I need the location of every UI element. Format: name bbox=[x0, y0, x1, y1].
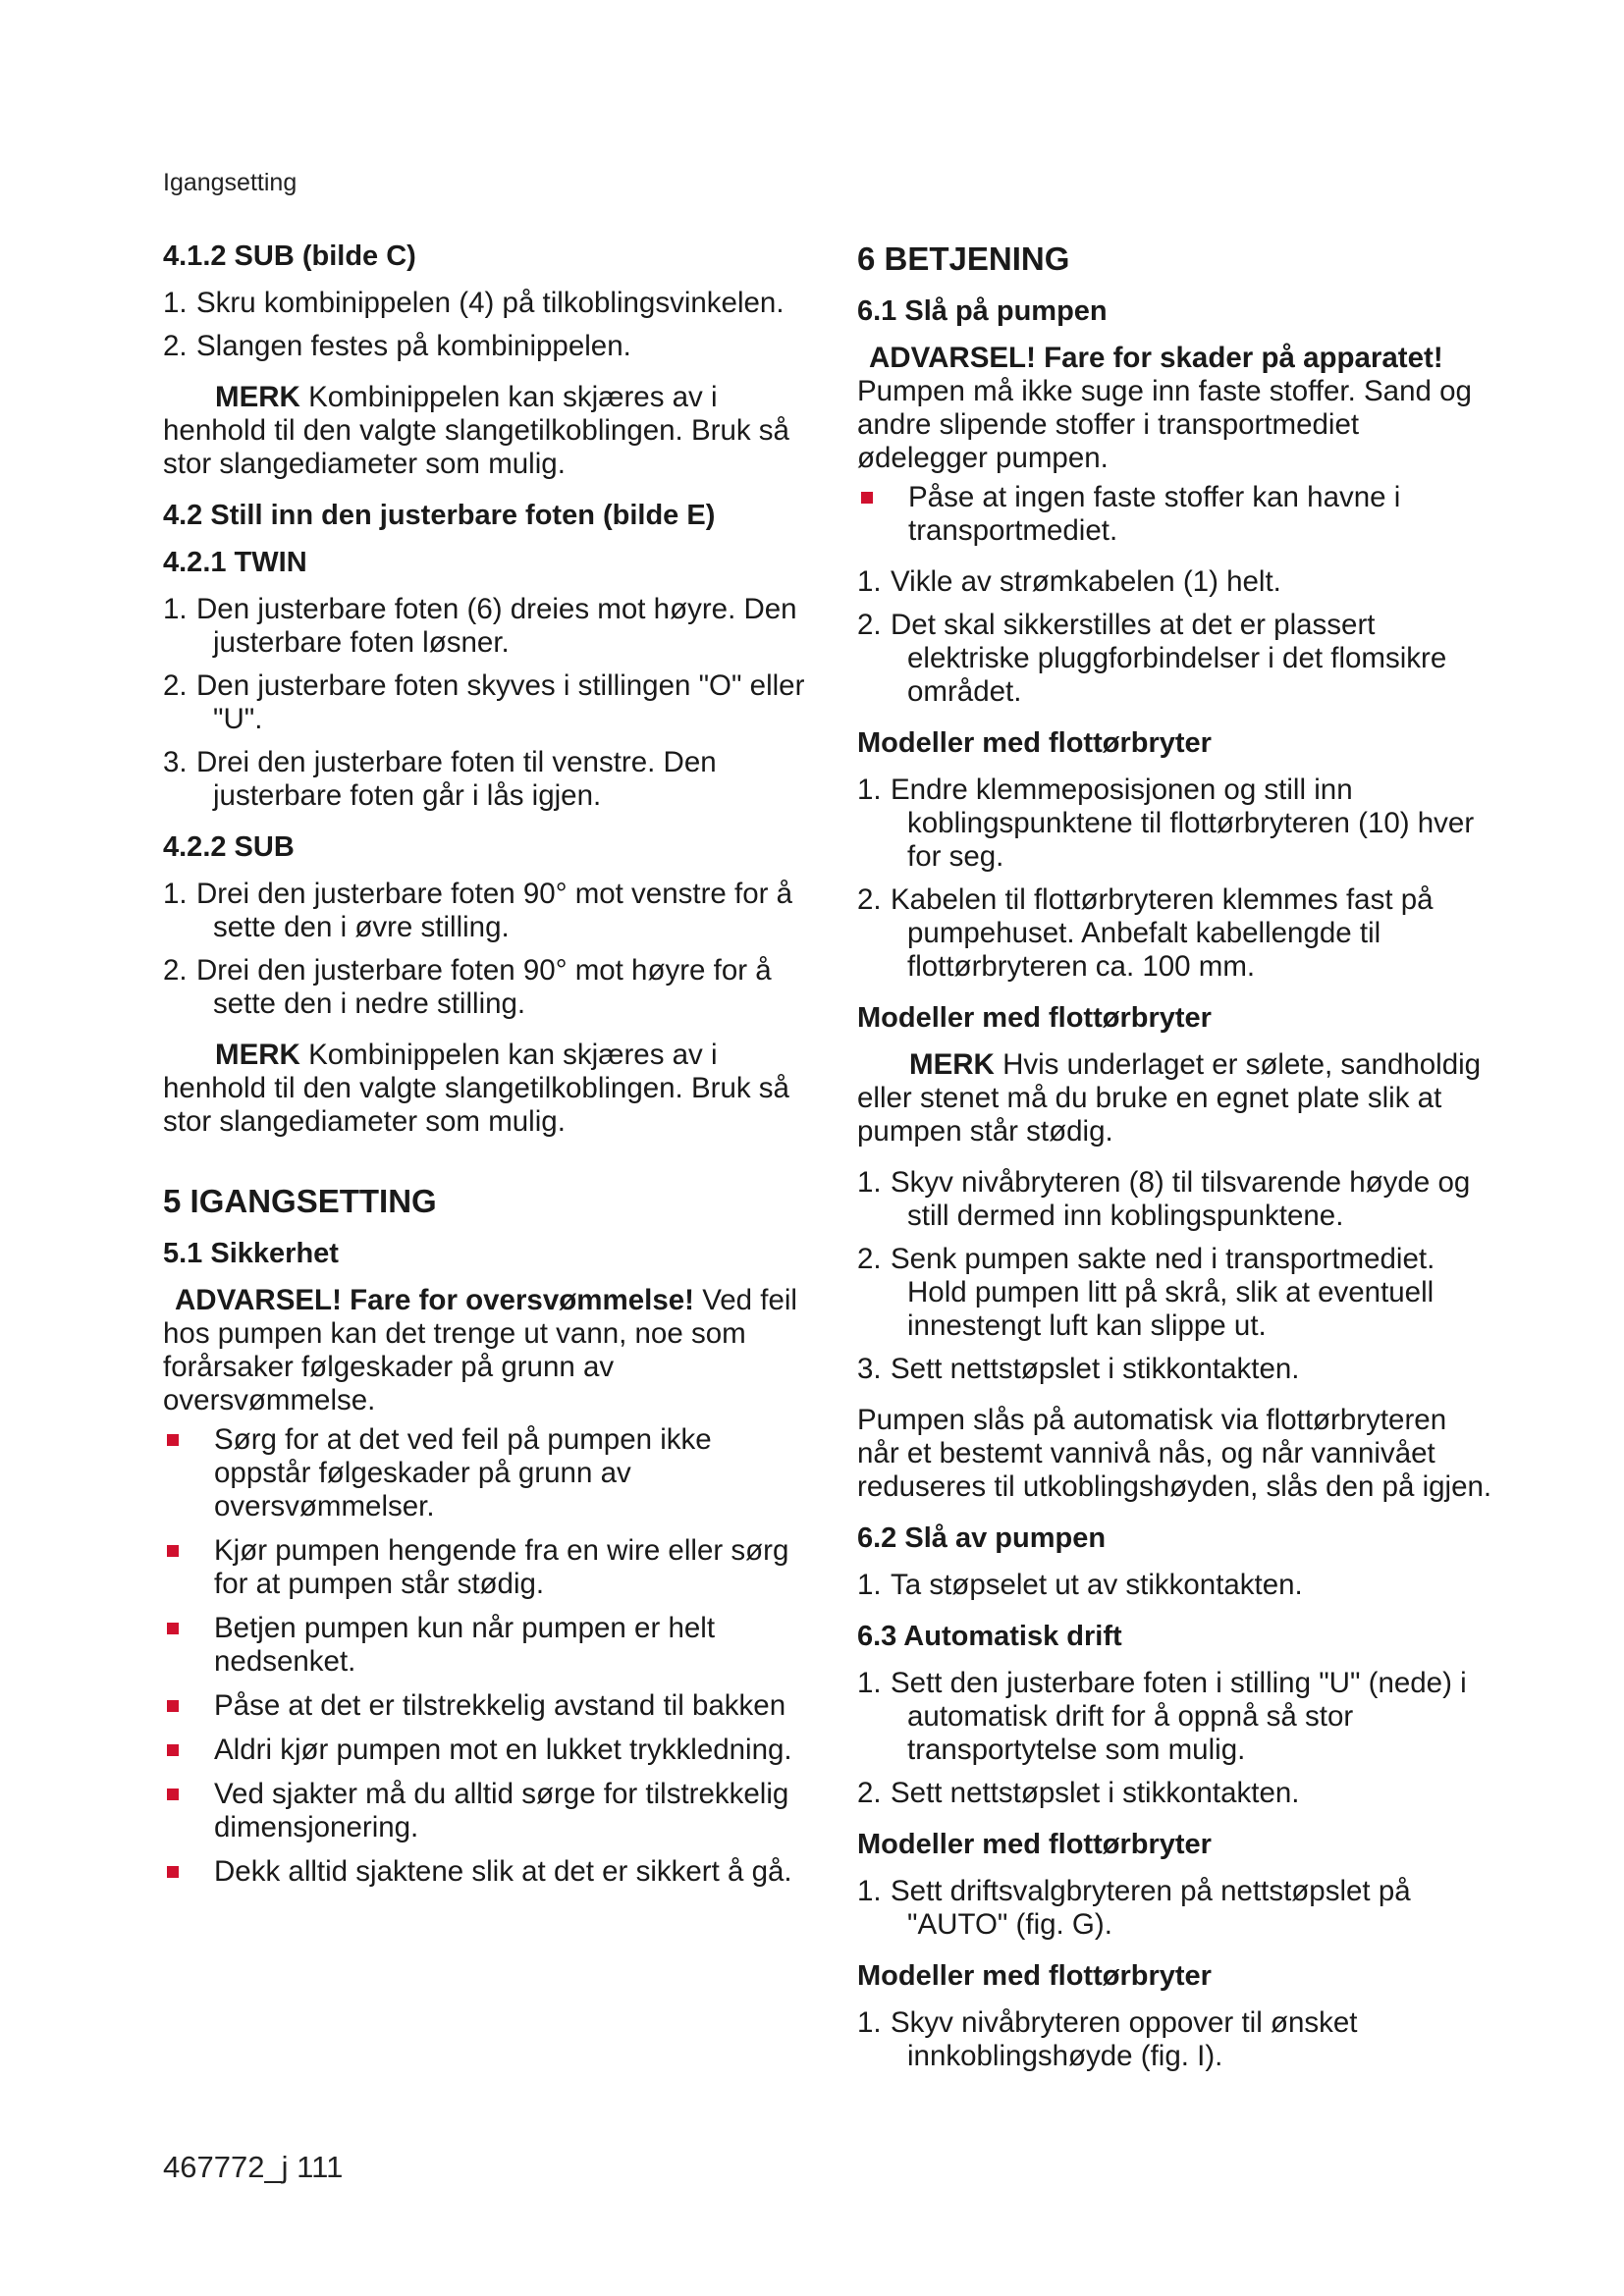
list-item: 2. Den justerbare foten skyves i stillingen "O" eller "U". bbox=[163, 669, 805, 735]
steps-6-2 bbox=[857, 1569, 1495, 1602]
heading-float-switch-b: Modeller med flottørbryter bbox=[857, 1002, 1212, 1034]
heading-float-switch-a: Modeller med flottørbryter bbox=[857, 727, 1212, 759]
list-item: 1. Skru kombinippelen (4) på tilkoblingsvinkelen. bbox=[163, 287, 785, 319]
warning-label: ADVARSEL! Fare for skader på apparatet! bbox=[869, 342, 1443, 374]
heading-4-2-2: 4.2.2 SUB bbox=[163, 831, 295, 863]
list-item: 1. Drei den justerbare foten 90° mot venstre for å sette den i øvre stilling. bbox=[163, 878, 793, 943]
list-item: 1. Vikle av strømkabelen (1) helt. bbox=[857, 565, 1281, 598]
list-item: 1. Sett den justerbare foten i stilling "U" (nede) i automatisk drift for å oppnå så stor transportytelse som mulig. bbox=[857, 1667, 1467, 1766]
steps-float-switch-c bbox=[857, 1875, 1495, 1942]
right-column bbox=[857, 240, 1495, 2091]
list-item: 1. Skyv nivåbryteren oppover til ønsket innkoblingshøyde (fig. I). bbox=[857, 2006, 1358, 2072]
steps-6-3 bbox=[857, 1667, 1495, 1810]
list-item: 2. Senk pumpen sakte ned i transportmediet. Hold pumpen litt på skrå, slik at eventuell innestengt luft kan slippe ut. bbox=[857, 1243, 1435, 1342]
note-float-switch: MERK Hvis underlaget er sølete, sandholdig eller stenet må du bruke en egnet plate slik at pumpen står stødig. bbox=[857, 1048, 1482, 1148]
bullet-square-icon bbox=[167, 1789, 179, 1800]
bullet-square-icon bbox=[167, 1744, 179, 1756]
heading-4-2-1: 4.2.1 TWIN bbox=[163, 547, 307, 578]
warning-device-damage: ADVARSEL! Fare for skader på apparatet! Pumpen må ikke suge inn faste stoffer. Sand og andre slipende stoffer i transportmediet ødelegger pumpen. bbox=[857, 342, 1472, 474]
bullet-square-icon bbox=[861, 492, 873, 504]
list-item: Påse at ingen faste stoffer kan havne i transportmediet. bbox=[857, 481, 1495, 548]
steps-float-switch-b bbox=[857, 1166, 1495, 1386]
safety-bullets bbox=[163, 1423, 811, 1889]
list-item: 1. Endre klemmeposisjonen og still inn koblingspunktene til flottørbryteren (10) hver for seg. bbox=[857, 774, 1475, 873]
list-item: 2. Det skal sikkerstilles at det er plassert elektriske pluggforbindelser i det flomsikre området. bbox=[857, 609, 1447, 708]
bullet-square-icon bbox=[167, 1700, 179, 1712]
bullet-square-icon bbox=[167, 1623, 179, 1634]
list-item: Dekk alltid sjaktene slik at det er sikkert å gå. bbox=[163, 1855, 811, 1889]
list-item: 1. Skyv nivåbryteren (8) til tilsvarende høyde og still dermed inn koblingspunktene. bbox=[857, 1166, 1471, 1232]
list-item: 2. Drei den justerbare foten 90° mot høyre for å sette den i nedre stilling. bbox=[163, 954, 772, 1020]
steps-6-1 bbox=[857, 565, 1495, 709]
page-footer: 467772_j 111 bbox=[163, 2150, 344, 2184]
heading-6-2: 6.2 Slå av pumpen bbox=[857, 1522, 1107, 1554]
list-item: 2. Kabelen til flottørbryteren klemmes fast på pumpehuset. Anbefalt kabellengde til flottørbryteren ca. 100 mm. bbox=[857, 883, 1434, 983]
list-item: Påse at det er tilstrekkelig avstand til bakken bbox=[163, 1689, 811, 1723]
list-item: Sørg for at det ved feil på pumpen ikke oppstår følgeskader på grunn av oversvømmelser. bbox=[163, 1423, 811, 1523]
list-item: 1. Den justerbare foten (6) dreies mot høyre. Den justerbare foten løsner. bbox=[163, 593, 797, 659]
left-column bbox=[163, 240, 811, 1906]
heading-4-1-2: 4.1.2 SUB (bilde C) bbox=[163, 240, 416, 272]
list-item: 3. Drei den justerbare foten til venstre. Den justerbare foten går i lås igjen. bbox=[163, 746, 717, 812]
heading-5-1: 5.1 Sikkerhet bbox=[163, 1238, 339, 1269]
heading-float-switch-c: Modeller med flottørbryter bbox=[857, 1829, 1212, 1860]
steps-4-2-2 bbox=[163, 878, 811, 1021]
steps-float-switch-d bbox=[857, 2006, 1495, 2073]
heading-float-switch-d: Modeller med flottørbryter bbox=[857, 1960, 1212, 1992]
running-header: Igangsetting bbox=[163, 169, 298, 196]
list-item: Betjen pumpen kun når pumpen er helt nedsenket. bbox=[163, 1612, 811, 1679]
list-item: 1. Ta støpselet ut av stikkontakten. bbox=[857, 1569, 1303, 1601]
list-item: Ved sjakter må du alltid sørge for tilstrekkelig dimensjonering. bbox=[163, 1778, 811, 1844]
chapter-6-heading: 6 BETJENING bbox=[857, 240, 1070, 277]
list-item: 1. Sett driftsvalgbryteren på nettstøpslet på "AUTO" (fig. G). bbox=[857, 1875, 1411, 1941]
list-item: Kjør pumpen hengende fra en wire eller sørg for at pumpen står stødig. bbox=[163, 1534, 811, 1601]
list-item: Aldri kjør pumpen mot en lukket trykkledning. bbox=[163, 1734, 811, 1767]
bullet-square-icon bbox=[167, 1866, 179, 1878]
heading-6-3: 6.3 Automatisk drift bbox=[857, 1621, 1122, 1652]
list-item: 2. Sett nettstøpslet i stikkontakten. bbox=[857, 1777, 1300, 1809]
note-4-1-2: MERK Kombinippelen kan skjæres av i henhold til den valgte slangetilkoblingen. Bruk så stor slangediameter som mulig. bbox=[163, 381, 789, 480]
steps-4-2-1 bbox=[163, 593, 811, 813]
steps-float-switch-a bbox=[857, 774, 1495, 984]
note-label: MERK bbox=[215, 1039, 300, 1071]
bullet-square-icon bbox=[167, 1545, 179, 1557]
warning-flooding: ADVARSEL! Fare for oversvømmelse! Ved feil hos pumpen kan det trenge ut vann, noe som forårsaker følgeskader på grunn av oversvømmelse. bbox=[163, 1284, 797, 1416]
solids-bullets bbox=[857, 481, 1495, 548]
warning-label: ADVARSEL! Fare for oversvømmelse! bbox=[175, 1284, 694, 1316]
paragraph-auto-switching: Pumpen slås på automatisk via flottørbryteren når et bestemt vannivå nås, og når vannivået reduseres til utkoblingshøyden, slås den på igjen. bbox=[857, 1404, 1492, 1503]
bullet-square-icon bbox=[167, 1434, 179, 1446]
heading-4-2: 4.2 Still inn den justerbare foten (bilde E) bbox=[163, 500, 716, 531]
list-item: 2. Slangen festes på kombinippelen. bbox=[163, 330, 631, 362]
heading-6-1: 6.1 Slå på pumpen bbox=[857, 295, 1108, 327]
note-4-2-2: MERK Kombinippelen kan skjæres av i henhold til den valgte slangetilkoblingen. Bruk så stor slangediameter som mulig. bbox=[163, 1039, 789, 1138]
note-label: MERK bbox=[909, 1048, 995, 1081]
chapter-5-heading: 5 IGANGSETTING bbox=[163, 1183, 437, 1219]
list-item: 3. Sett nettstøpslet i stikkontakten. bbox=[857, 1353, 1300, 1385]
note-label: MERK bbox=[215, 381, 300, 413]
steps-4-1-2 bbox=[163, 287, 811, 363]
